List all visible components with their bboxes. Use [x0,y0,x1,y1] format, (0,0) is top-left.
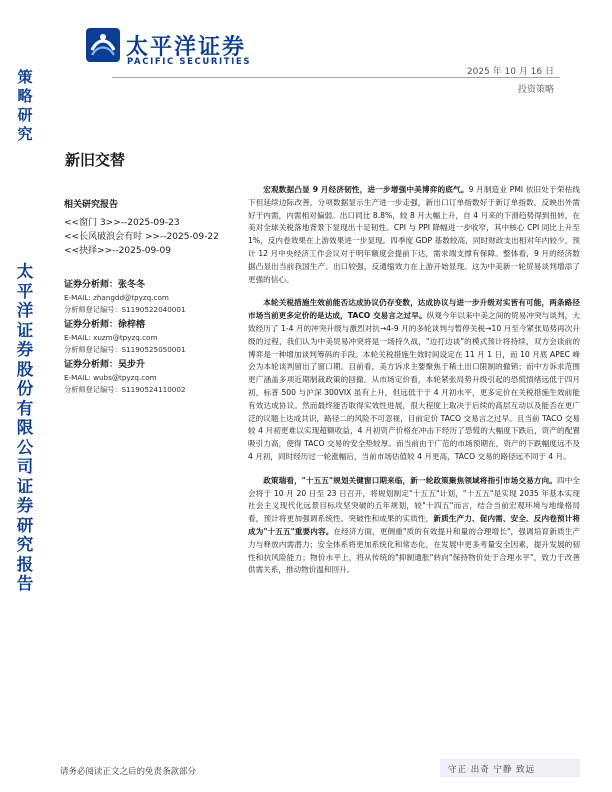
analyst-card [64,318,244,355]
analyst-name: 张冬冬 [118,280,146,290]
analyst-cert: 分析师登记编号：S1190522040001 [64,304,186,314]
related-reports-list [64,216,244,258]
analyst-role: 证券分析师： [64,280,119,290]
analyst-name: 吴步升 [118,360,146,370]
paragraph-text: 9 月制造业 PMI 依旧处于荣枯线下但延续边际改善，分项数据显示生产进一步走强，新出口订单指数好于新订单指数，反映出外需好于内需，内需相对偏弱。出口同比 8.8%，较 8 月大幅上升，自 4 月来的下滑趋势得到扭转，在美对全球关税落地背景下显现出十足韧性。CPI 与 PPI 降幅进一步收窄，其中核心 CPI 同比上升至 1%，反内卷效果在上游效果进一步显现。四季度 GDP 基数较高，同时财政支出相对年内较少，预计 12 月中央经济工作会议对于明年额度会提前下达，需求端支撑有保障。整体看，9 月的经济数据凸显出当前我国生产、出口较强，反通缩效力在上游开始显现。这为中美新一轮贸易谈判增添了更强的信心。 [248,185,580,284]
related-reports-heading: 相关研究报告 [64,200,119,210]
report-category: 投资策略 [517,85,554,95]
analyst-name: 徐梓榕 [118,320,146,330]
header-divider [112,77,560,78]
analyst-cert: 分析师登记编号：S1190525050001 [64,344,186,354]
paragraph-emphasis: 新质生产力、促内需、安全、反内卷预计将成为"十五五"重要内容。 [248,514,580,536]
logo-english-name: PACIFIC SECURITIES [127,57,252,67]
related-report-link[interactable]: <<抉择>>--2025-09-09 [64,246,171,256]
analyst-list [64,278,244,398]
report-title: 新旧交替 [65,151,126,169]
report-date: 2025 年 10 月 16 日 [466,67,554,77]
logo-chinese-name: 太平洋证券 [126,35,247,60]
body-paragraph [248,297,580,463]
paragraph-lead: 政策瑞看，"十五五"规划关键窗口期来临，新一轮政策聚焦领域将指引市场交易方向。 [263,475,557,485]
related-report-link[interactable]: <<窗门 3>>--2025-09-23 [64,218,180,228]
body-paragraph [248,475,580,577]
analyst-card [64,358,244,395]
analyst-name-line [64,358,244,372]
report-body [248,184,580,588]
analyst-name-line [64,278,244,292]
sidebar-category-vertical: 策略研究 [17,68,33,143]
analyst-role: 证券分析师： [64,320,119,330]
analyst-role: 证券分析师： [64,360,119,370]
analyst-card [64,278,244,315]
paragraph-lead: 本轮关税措施生效前能否达成协议仍存变数，达成协议与进一步升级对实皆有可能，两条路径市场当前更多定价的是达成，TACO 交易言之过早。 [248,298,580,321]
analyst-email[interactable]: E-MAIL: xuzm@tpyzq.com [64,333,158,342]
paragraph-lead: 宏观数据凸显 9 月经济韧性，进一步增强中美博弈的底气。 [263,185,469,194]
sidebar-company-vertical: 太平洋证券股份有限公司证券研究报告 [16,262,34,593]
company-logo [86,28,276,68]
paragraph-text: 纵观今年以来中美之间的贸易冲突与谈判，大致经历了 1-4 月的冲突升级与激烈对抗→4-9 月的多轮谈判与暂停关税→10 月至今紧张局势再次升级的过程，我们认为中美贸易冲突将是一场持久战，"边打边谈"的模式预计将持续，双方会谈前的博弈是一种增加谈判筹码的手段。本轮关税措施生效时间设定在 11 月 1 日，而 10 月底 APEC 峰会为本轮谈判留出了窗口期。目前看，美方诉求主要聚焦于稀土出口限制的撤销；而中方诉求范围更广涵盖多项近期制裁政策的回撤。从市场定价看，本轮紧张局势升级引起的恐慌情绪远低于四月初，标普 500 与沪深 300VIX 虽有上升，但远低于于 4 月初水平，更多定价在关税措施生效前能有效达成协议。然而最终能否取得实效性进展，很大程度上取决于后续的高层互动以及能否在更广泛的议题上达成共识，路径二的风险不可忽视，目前定价 TACO 交易言之过早。且当前 TACO 交易较 4 月初更难以实现超额收益，4 月初资产价格在冲击下经历了恐慌的大幅度下跌后，资产的配置吸引力高，使得 TACO 交易的安全垫较厚。而当前由于广范的市场预期在，资产的下跌幅度远不及 4 月初，同时经历过一轮涨幅后，当前市场估值较 4 月更高，TACO 交易的路径远不同于 4 月。 [248,311,581,461]
footer-disclaimer: 请务必阅读正文之后的免责条款部分 [60,767,197,777]
analyst-cert: 分析师登记编号：S1190524110002 [64,384,186,394]
pacific-logo-icon [86,28,120,62]
paragraph-text: 在经济方面，更侧重"质的有效提升和量的合理增长"，强调培育新质生产力与释放内需潜力；安全体系将更加系统化和常态化，在发展中更多考量安全因素，提升发展的韧性和抗风险能力；物价水平上，将从传统的"抑制通胀"转向"保持物价处于合理水平"，致力于改善供需关系，推动物价温和回升。 [248,526,580,575]
analyst-name-line [64,318,244,332]
paragraph-text: 四中全会将于 10 月 20 日至 23 日召开，将规划制定"十五五"计划，"十五五"是实现 2035 年基本实现社会主义现代化远景目标攻坚突破的五年规划，较"十四五"而言，结合当前宏观环境与地缘格局看，预计将更加强调系统性、突破性和成果的实质性， [248,475,581,524]
analyst-email[interactable]: E-MAIL: zhangdd@tpyzq.com [64,293,169,302]
footer-slogan: 守正 出奇 宁静 致远 [448,765,536,775]
analyst-email[interactable]: E-MAIL: wubs@tpyzq.com [64,373,157,382]
related-report-link[interactable]: <<长风破浪会有时 >>--2025-09-22 [64,232,219,242]
body-paragraph [248,184,580,286]
